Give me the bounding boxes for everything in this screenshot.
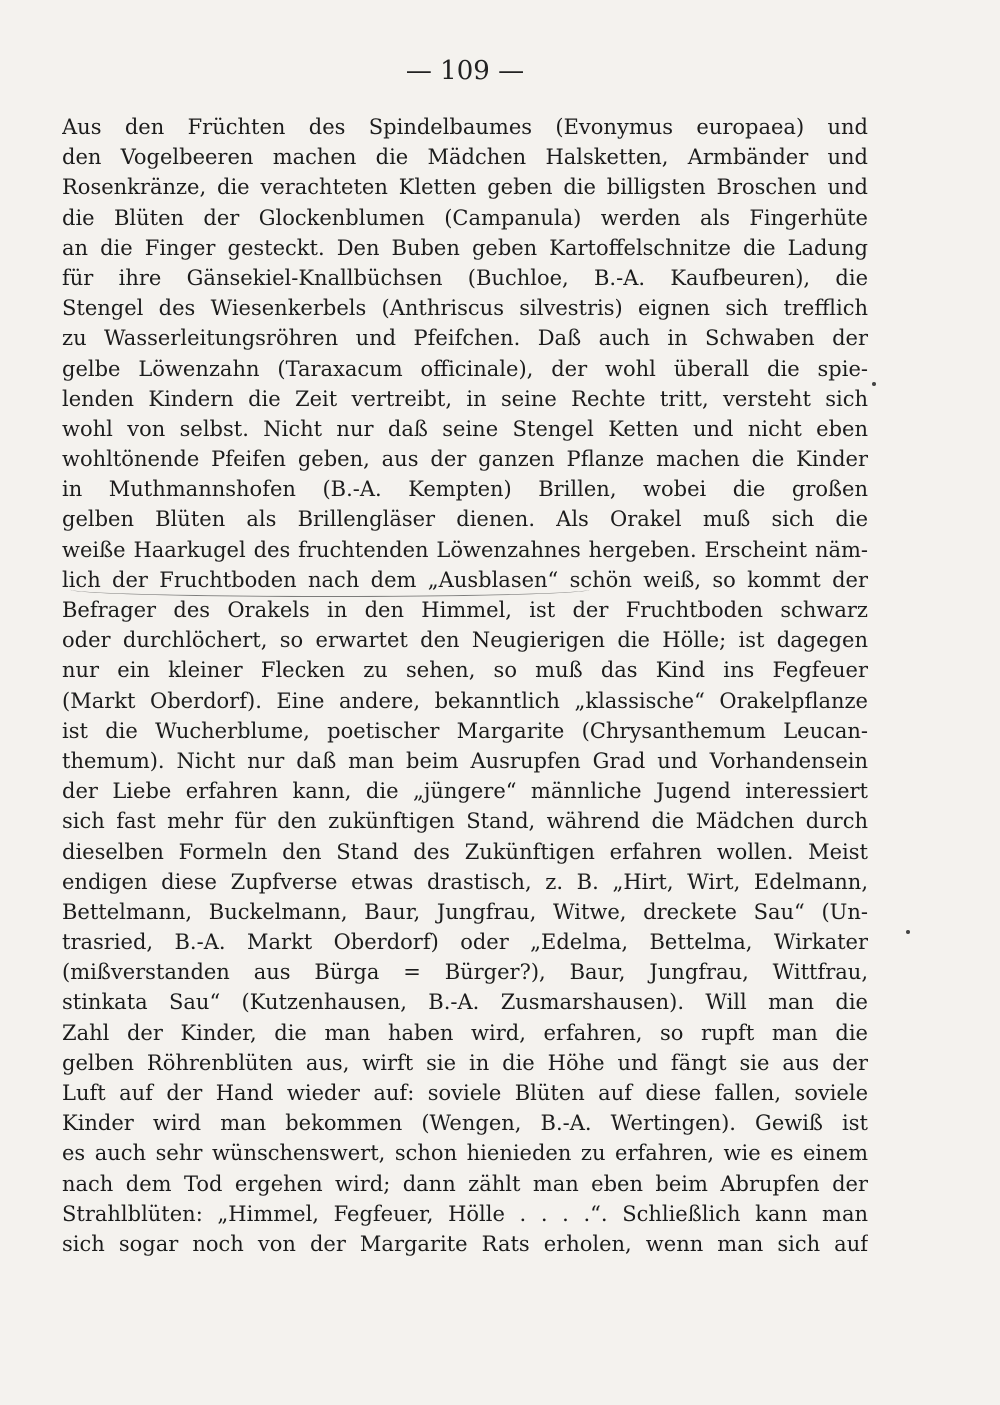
text-line: an die Finger gesteckt. Den Buben geben Kartoffelschnitze die Ladung xyxy=(62,235,868,260)
text-line: dieselben Formeln den Stand des Zukünftigen erfahren wollen. Meist xyxy=(62,839,868,864)
margin-dot xyxy=(872,382,876,386)
text-line: in Muthmannshofen (B.-A. Kempten) Brillen, wobei die großen xyxy=(62,477,868,502)
text-line: Luft auf der Hand wieder auf: soviele Blüten auf diese fallen, soviele xyxy=(62,1081,868,1105)
text-line: der Liebe erfahren kann, die „jüngere“ männliche Jugend interessiert xyxy=(62,779,868,804)
text-line: gelben Blüten als Brillengläser dienen. Als Orakel muß sich die xyxy=(62,507,868,532)
text-line: gelbe Löwenzahn (Taraxacum officinale), der wohl überall die spie- xyxy=(62,356,868,381)
text-line: nur ein kleiner Flecken zu sehen, so muß das Kind ins Fegfeuer xyxy=(62,658,868,683)
text-line: sich fast mehr für den zukünftigen Stand, während die Mädchen durch xyxy=(62,809,868,834)
text-line: die Blüten der Glockenblumen (Campanula) werden als Fingerhüte xyxy=(62,205,868,230)
text-line: zu Wasserleitungsröhren und Pfeifchen. Daß auch in Schwaben der xyxy=(62,326,868,351)
text-line: für ihre Gänsekiel-Knallbüchsen (Buchloe, B.-A. Kaufbeuren), die xyxy=(62,265,868,290)
text-line: Strahlblüten: „Himmel, Fegfeuer, Hölle . . . .“. Schließlich kann man xyxy=(62,1201,868,1226)
text-line: (Markt Oberdorf). Eine andere, bekanntlich „klassische“ Orakelpflanze xyxy=(62,688,868,713)
text-line: Zahl der Kinder, die man haben wird, erfahren, so rupft man die xyxy=(62,1020,868,1045)
text-line: oder durchlöchert, so erwartet den Neugierigen die Hölle; ist dagegen xyxy=(62,628,868,653)
text-line: themum). Nicht nur daß man beim Ausrupfen Grad und Vorhandensein xyxy=(62,748,868,773)
text-line: trasried, B.-A. Markt Oberdorf) oder „Edelma, Bettelma, Wirkater xyxy=(62,930,868,955)
text-line: Kinder wird man bekommen (Wengen, B.-A. Wertingen). Gewiß ist xyxy=(62,1111,868,1136)
text-line: weiße Haarkugel des fruchtenden Löwenzahnes hergeben. Erscheint näm- xyxy=(62,537,868,562)
text-line: lenden Kindern die Zeit vertreibt, in seine Rechte tritt, versteht sich xyxy=(62,386,868,411)
text-line: Rosenkränze, die verachteten Kletten geben die billigsten Broschen und xyxy=(62,175,868,200)
text-line: nach dem Tod ergehen wird; dann zählt man eben beim Abrupfen der xyxy=(62,1171,868,1196)
text-line: stinkata Sau“ (Kutzenhausen, B.-A. Zusmarshausen). Will man die xyxy=(62,990,868,1015)
margin-dot xyxy=(906,930,910,934)
pencil-underline xyxy=(70,582,590,597)
body-text xyxy=(62,112,868,1259)
text-line: ist die Wucherblume, poetischer Margarite (Chrysanthemum Leucan- xyxy=(62,718,868,743)
text-line: lich der Fruchtboden nach dem „Ausblasen“ schön weiß, so kommt der xyxy=(62,567,868,592)
text-line: es auch sehr wünschenswert, schon hienieden zu erfahren, wie es einem xyxy=(62,1141,868,1166)
text-line: gelben Röhrenblüten aus, wirft sie in die Höhe und fängt sie aus der xyxy=(62,1050,868,1075)
text-line: endigen diese Zupfverse etwas drastisch, z. B. „Hirt, Wirt, Edelmann, xyxy=(62,869,868,894)
page-number: — 109 — xyxy=(405,56,525,86)
text-line: Aus den Früchten des Spindelbaumes (Evonymus europaea) und xyxy=(62,115,868,139)
text-line: Stengel des Wiesenkerbels (Anthriscus silvestris) eignen sich trefflich xyxy=(62,296,868,321)
text-line: (mißverstanden aus Bürga = Bürger?), Baur, Jungfrau, Wittfrau, xyxy=(62,960,868,985)
text-line: wohl von selbst. Nicht nur daß seine Stengel Ketten und nicht eben xyxy=(62,416,868,441)
text-line: sich sogar noch von der Margarite Rats erholen, wenn man sich auf xyxy=(62,1231,868,1256)
text-line: Befrager des Orakels in den Himmel, ist der Fruchtboden schwarz xyxy=(62,598,868,622)
text-line: den Vogelbeeren machen die Mädchen Halsketten, Armbänder und xyxy=(62,145,868,170)
text-line: wohltönende Pfeifen geben, aus der ganzen Pflanze machen die Kinder xyxy=(62,447,868,472)
text-line: Bettelmann, Buckelmann, Baur, Jungfrau, Witwe, dreckete Sau“ (Un- xyxy=(62,899,868,924)
